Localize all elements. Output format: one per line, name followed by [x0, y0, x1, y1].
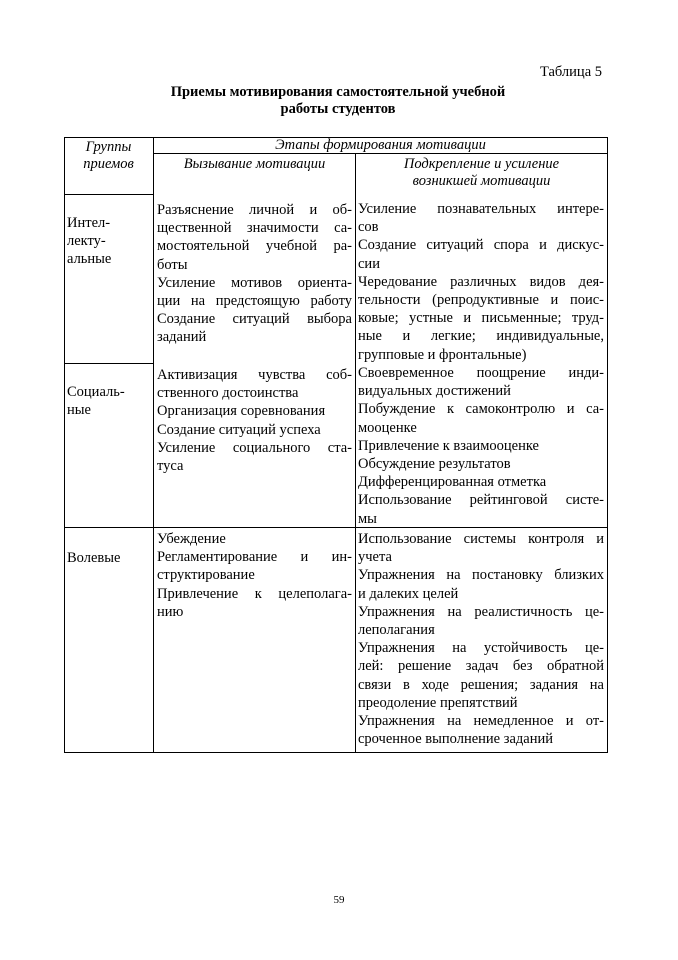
group-intellectual-line-3: альные	[67, 251, 112, 268]
social-reinforcement-cell	[358, 364, 604, 528]
table-border-bottom	[64, 752, 608, 753]
intellectual-reinforcement-line-8: ные и легкие; индивидуальные,	[358, 328, 604, 345]
volitional-arousal-line-1: Убеждение	[157, 531, 226, 547]
social-arousal-line-4: Создание ситуаций успеха	[157, 421, 321, 438]
table-border-left	[64, 137, 65, 753]
volitional-arousal-line-2: Регламентирование и ин-	[157, 549, 352, 566]
volitional-reinforcement-line-2: учета	[358, 549, 392, 566]
intellectual-reinforcement-line-1: Усиление познавательных интере-	[358, 201, 604, 217]
volitional-reinforcement-line-7: Упражнения на устойчивость це-	[358, 640, 604, 657]
intellectual-arousal-line-7: Создание ситуаций выбора	[157, 311, 352, 328]
group-social-line-2: ные	[67, 402, 91, 419]
group-intellectual	[67, 214, 151, 269]
column-divider-2	[355, 153, 356, 753]
group-volitional-line-1: Волевые	[67, 550, 121, 566]
volitional-reinforcement-line-12: сроченное выполнение заданий	[358, 731, 553, 748]
social-reinforcement-line-5: Привлечение к взаимооценке	[358, 437, 539, 454]
intellectual-arousal-cell	[157, 201, 352, 347]
intellectual-reinforcement-line-6: тельности (репродуктивные и поис-	[358, 292, 604, 309]
volitional-arousal-line-3: структирование	[157, 567, 255, 584]
social-arousal-line-1: Активизация чувства соб-	[157, 367, 352, 383]
intellectual-arousal-line-2: щественной значимости са-	[157, 220, 352, 237]
social-reinforcement-line-4: мооценке	[358, 419, 417, 436]
group-social-line-1: Социаль-	[67, 384, 125, 400]
volitional-reinforcement-line-3: Упражнения на постановку близких	[358, 567, 604, 584]
header-reinforcement-line-2: возникшей мотивации	[412, 173, 551, 189]
header-bottom-line	[64, 194, 154, 195]
intellectual-arousal-line-5: Усиление мотивов ориента-	[157, 274, 352, 291]
column-divider-1	[153, 137, 154, 753]
volitional-reinforcement-cell	[358, 530, 604, 748]
intellectual-reinforcement-line-4: сии	[358, 255, 380, 272]
header-arousal: Вызывание мотивации	[183, 156, 326, 172]
social-arousal-line-5: Усиление социального ста-	[157, 439, 352, 456]
social-arousal-cell	[157, 366, 352, 475]
table-title	[64, 84, 612, 118]
social-arousal-line-2: ственного достоинства	[157, 385, 299, 402]
social-reinforcement-line-6: Обсуждение результатов	[358, 456, 511, 473]
social-arousal-line-3: Организация соревнования	[157, 403, 326, 420]
group-intellectual-line-2: лекту-	[67, 233, 106, 250]
intellectual-arousal-line-8: заданий	[157, 329, 207, 346]
volitional-reinforcement-line-9: связи в ходе решения; задания на	[358, 676, 604, 693]
intellectual-arousal-line-3: мостоятельной учебной ра-	[157, 238, 352, 255]
header-groups-line-2: приемов	[83, 156, 134, 172]
header-stages: Этапы формирования мотивации	[275, 137, 486, 153]
volitional-reinforcement-line-10: преодоление препятствий	[358, 694, 518, 711]
row-divider-1	[64, 363, 154, 364]
volitional-reinforcement-line-8: лей: решение задач без обратной	[358, 658, 604, 675]
group-volitional	[67, 549, 151, 567]
page-number: 59	[333, 894, 345, 906]
intellectual-reinforcement-line-5: Чередование различных видов дея-	[358, 273, 604, 290]
volitional-reinforcement-line-11: Упражнения на немедленное и от-	[358, 713, 604, 730]
header-reinforcement-line-1: Подкрепление и усиление	[403, 156, 560, 172]
header-groups	[64, 139, 153, 173]
motivation-table	[64, 137, 608, 753]
intellectual-reinforcement-line-3: Создание ситуаций спора и дискус-	[358, 237, 604, 254]
social-reinforcement-line-2: видуальных достижений	[358, 383, 511, 400]
social-reinforcement-line-8: Использование рейтинговой систе-	[358, 492, 604, 509]
intellectual-arousal-line-6: ции на предстоящую работу	[157, 293, 352, 310]
header-groups-line-1: Группы	[85, 139, 132, 155]
social-reinforcement-line-3: Побуждение к самоконтролю и са-	[358, 401, 604, 418]
volitional-reinforcement-line-5: Упражнения на реалистичность це-	[358, 603, 604, 620]
social-reinforcement-line-1: Своевременное поощрение инди-	[358, 365, 604, 381]
intellectual-arousal-line-4: боты	[157, 256, 188, 273]
intellectual-reinforcement-line-2: сов	[358, 219, 379, 236]
volitional-arousal-line-5: нию	[157, 603, 184, 620]
table-label: Таблица 5	[539, 64, 602, 80]
title-line-2: работы студентов	[280, 101, 396, 117]
volitional-reinforcement-line-6: леполагания	[358, 622, 435, 639]
group-social	[67, 383, 151, 419]
table-border-right	[607, 137, 608, 753]
header-reinforcement	[356, 156, 607, 190]
social-arousal-line-6: туса	[157, 458, 184, 475]
social-reinforcement-line-7: Дифференцированная отметка	[358, 474, 547, 491]
intellectual-reinforcement-cell	[358, 200, 604, 364]
intellectual-reinforcement-line-7: ковые; устные и письменные; труд-	[358, 310, 604, 327]
intellectual-reinforcement-line-9: групповые и фронтальные)	[358, 346, 527, 363]
intellectual-arousal-line-1: Разъяснение личной и об-	[157, 202, 352, 218]
group-intellectual-line-1: Интел-	[67, 215, 111, 231]
volitional-reinforcement-line-1: Использование системы контроля и	[358, 531, 604, 547]
title-line-1: Приемы мотивирования самостоятельной учебной	[170, 84, 506, 100]
volitional-arousal-line-4: Привлечение к целеполага-	[157, 585, 352, 602]
social-reinforcement-line-9: мы	[358, 510, 377, 527]
volitional-arousal-cell	[157, 530, 352, 621]
volitional-reinforcement-line-4: и далеких целей	[358, 585, 459, 602]
